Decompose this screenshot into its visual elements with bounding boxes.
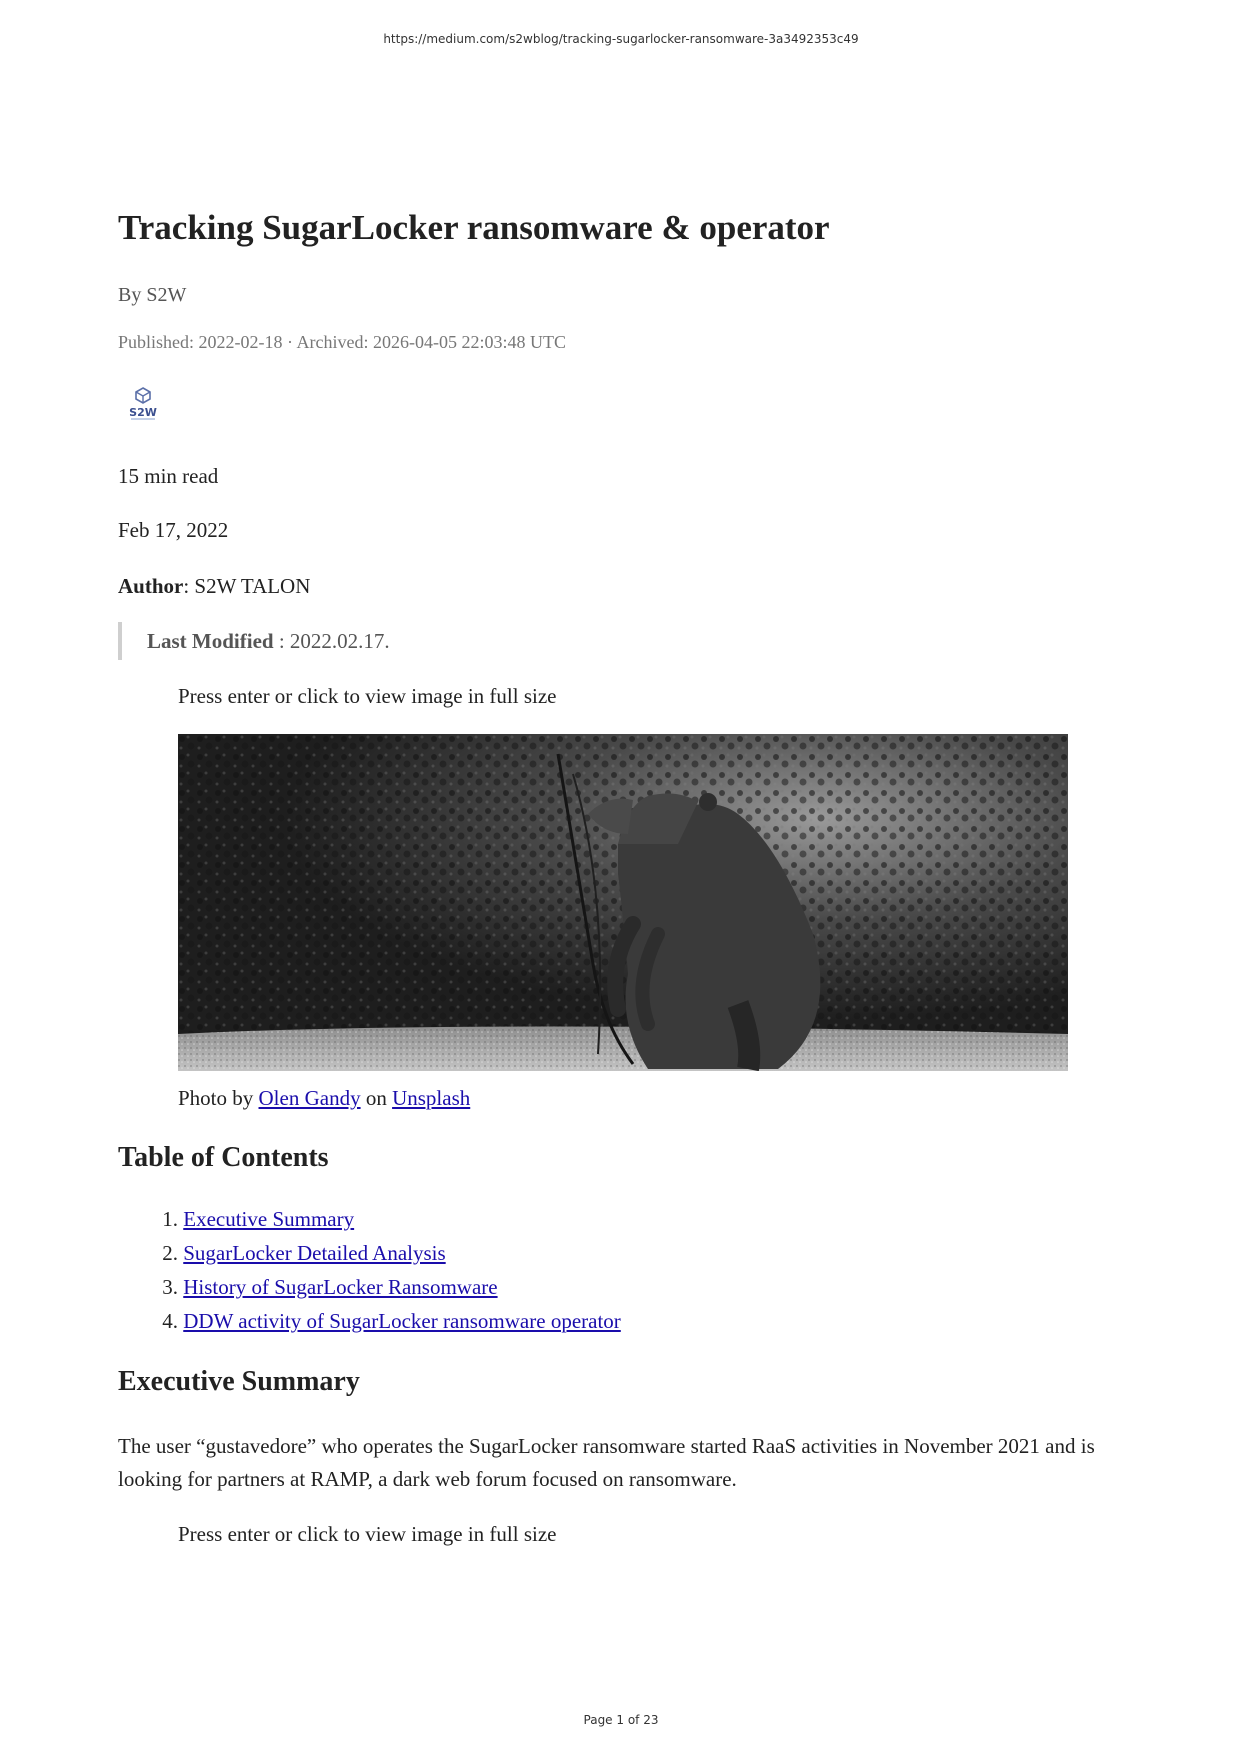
toc-item <box>118 1274 621 1308</box>
author-line <box>118 574 310 599</box>
author-label: Author <box>118 574 184 598</box>
read-time: 15 min read <box>118 464 219 488</box>
last-modified-blockquote <box>118 622 390 660</box>
toc-link-detailed-analysis[interactable]: SugarLocker Detailed Analysis <box>183 1241 446 1265</box>
image-fullsize-hint: Press enter or click to view image in full size <box>178 684 557 708</box>
bear-photo[interactable] <box>178 734 1068 1071</box>
publication-info: Published: 2022-02-18 · Archived: 2026-04-05 22:03:48 UTC <box>118 332 566 352</box>
last-modified-value: : 2022.02.17. <box>273 629 390 653</box>
caption-mid: on <box>360 1086 393 1110</box>
executive-summary-heading: Executive Summary <box>118 1366 360 1397</box>
article-byline: By S2W <box>118 284 187 306</box>
unsplash-link[interactable]: Unsplash <box>392 1086 471 1110</box>
toc-item <box>118 1206 621 1240</box>
toc-item <box>118 1308 621 1342</box>
photographer-link[interactable]: Olen Gandy <box>258 1086 361 1110</box>
article-title: Tracking SugarLocker ransomware & operator <box>118 208 830 247</box>
toc-number: 2. <box>162 1241 178 1265</box>
table-of-contents <box>118 1206 621 1342</box>
article-date: Feb 17, 2022 <box>118 518 229 542</box>
last-modified-label: Last Modified <box>147 629 274 653</box>
author-value: : S2W TALON <box>183 574 311 598</box>
toc-item <box>118 1240 621 1274</box>
image-fullsize-hint: Press enter or click to view image in full size <box>178 1522 557 1546</box>
caption-prefix: Photo by <box>178 1086 259 1110</box>
toc-link-executive-summary[interactable]: Executive Summary <box>183 1207 355 1231</box>
toc-link-ddw-activity[interactable]: DDW activity of SugarLocker ransomware operator <box>183 1309 621 1333</box>
page-url-header: https://medium.com/s2wblog/tracking-sugarlocker-ransomware-3a3492353c49 <box>383 32 859 46</box>
toc-link-history[interactable]: History of SugarLocker Ransomware <box>183 1275 498 1299</box>
s2w-logo-icon[interactable] <box>125 386 161 422</box>
page-number-footer: Page 1 of 23 <box>583 1713 659 1727</box>
photo-caption <box>178 1086 470 1111</box>
toc-number: 3. <box>162 1275 178 1299</box>
toc-number: 1. <box>162 1207 178 1231</box>
logo-text: S2W <box>129 406 157 419</box>
toc-heading: Table of Contents <box>118 1142 329 1173</box>
toc-number: 4. <box>162 1309 178 1333</box>
executive-summary-paragraph: The user “gustavedore” who operates the SugarLocker ransomware started RaaS activities in November 2021 and is looking for partners at RAMP, a dark web forum focused on ransomware. <box>118 1434 1095 1491</box>
